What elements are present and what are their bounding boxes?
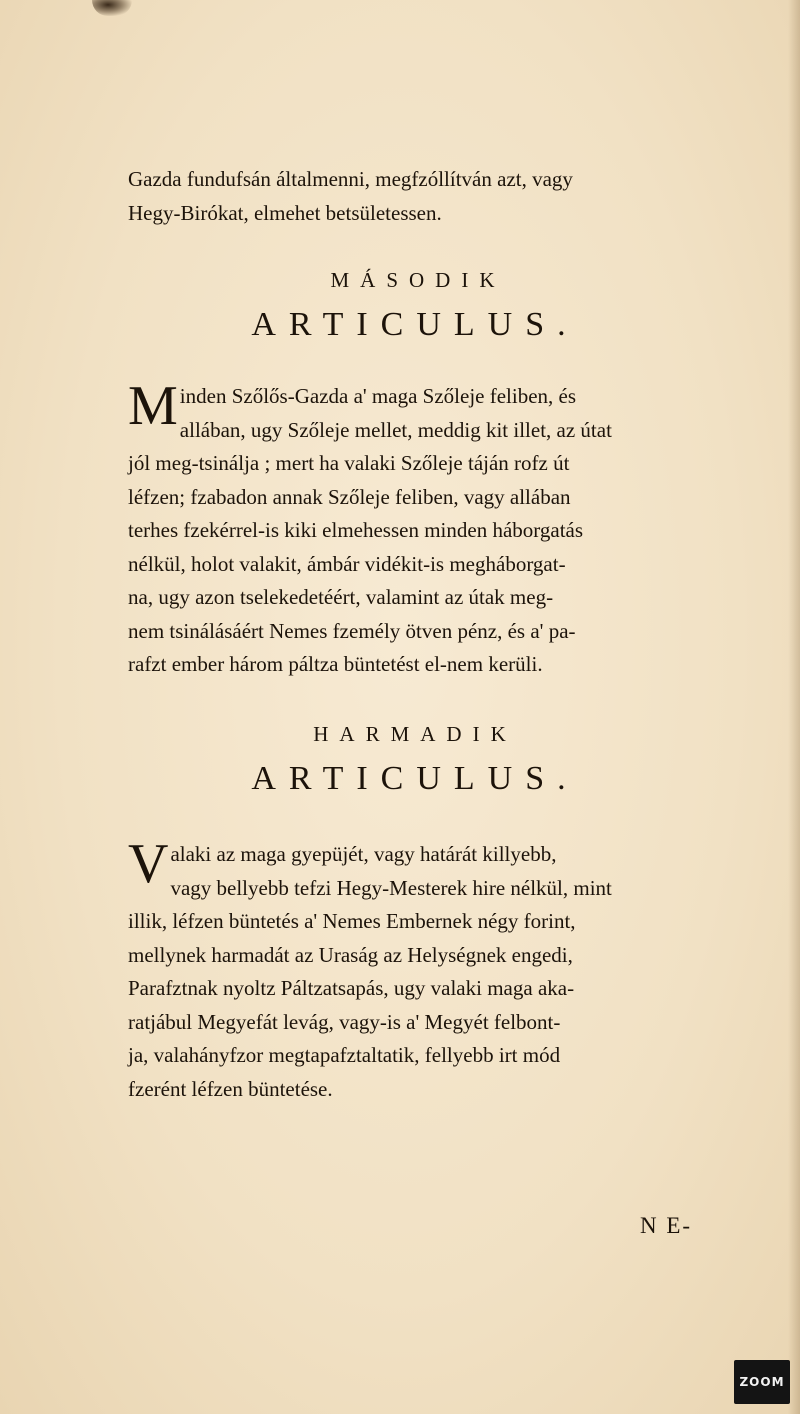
text-line: Parafztnak nyoltz Páltzatsapás, ugy valaki maga aka- — [128, 976, 575, 1000]
text-line: na, ugy azon tselekedetéért, valamint az útak meg- — [128, 585, 554, 609]
text-line: vagy bellyebb tefzi Hegy-Mesterek hire nélkül, mint — [170, 875, 612, 900]
text-line: ratjábul Megyefát levág, vagy-is a' Megyét felbont- — [128, 1009, 561, 1034]
section-3-ordinal: HARMADIK — [313, 722, 517, 746]
text-line: nélkül, holot valakit, ámbár vidékit-is megháborgat- — [128, 551, 566, 576]
text-line: jól meg-tsinálja ; mert ha valaki Szőleje táján rofz út — [128, 451, 570, 475]
section-2-dropcap: M — [128, 375, 178, 437]
text-line: terhes fzekérrel-is kiki elmehessen minden háborgatás — [128, 518, 584, 542]
catchword: N E- — [640, 1213, 693, 1238]
text-line: mellynek harmadát az Uraság az Helységnek engedi, — [128, 942, 573, 967]
section-3-title: ARTICULUS. — [251, 760, 579, 797]
section-3-dropcap: V — [128, 833, 169, 895]
text-line: allában, ugy Szőleje mellet, meddig kit illet, az útat — [179, 417, 612, 442]
ink-smudge — [92, 0, 132, 16]
section-2-paragraph — [128, 375, 718, 682]
text-line: ja, valahányfzor megtapafztaltatik, fellyebb irt mód — [128, 1043, 561, 1067]
text-line: inden Szőlős-Gazda a' maga Szőleje feliben, és — [179, 384, 577, 408]
text-line: alaki az maga gyepüjét, vagy határát killyebb, — [170, 842, 557, 866]
page-edge-shadow — [788, 0, 800, 1414]
section-3-paragraph — [128, 833, 718, 1106]
text-line: Hegy-Birókat, elmehet betsületessen. — [128, 200, 442, 225]
section-2-ordinal: MÁSODIK — [330, 268, 506, 292]
text-line: illik, léfzen büntetés a' Nemes Embernek négy forint, — [128, 909, 576, 933]
text-line: rafzt ember három páltza büntetést el-nem kerüli. — [128, 652, 543, 676]
text-line: nem tsinálásáért Nemes fzemély ötven pénz, és a' pa- — [128, 618, 576, 643]
zoom-logo[interactable]: ZOOM — [734, 1360, 790, 1404]
text-line: fzerént léfzen büntetése. — [128, 1076, 333, 1101]
paragraph-continuation — [128, 163, 718, 230]
text-line: Gazda fundufsán általmenni, megfzóllítván azt, vagy — [128, 167, 573, 191]
section-2-title: ARTICULUS. — [251, 306, 579, 343]
text-line: léfzen; fzabadon annak Szőleje feliben, vagy allában — [128, 484, 571, 509]
